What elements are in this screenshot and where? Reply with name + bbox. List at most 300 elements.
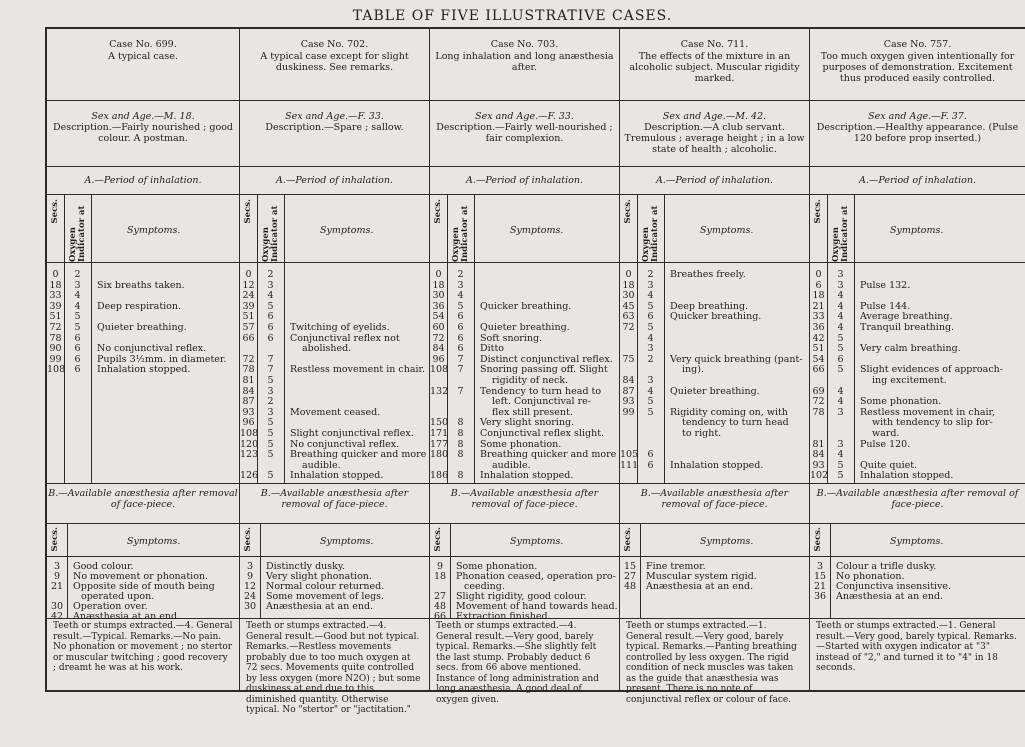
oxygen-value: 3 (647, 343, 654, 355)
case-header (430, 29, 619, 101)
column-divider (450, 524, 451, 556)
oxygen-value: 4 (837, 311, 844, 323)
table-row (810, 280, 1025, 291)
symptom-text: abolished. (302, 343, 352, 355)
sex-age: Sex and Age.—F. 37. (868, 111, 967, 122)
period-b-rows (47, 557, 239, 622)
secs-value: 171 (430, 428, 449, 439)
oxygen-value: 8 (457, 470, 464, 482)
secs-value: 99 (622, 406, 635, 418)
oxygen-value: 7 (267, 353, 274, 365)
case-column (430, 29, 620, 705)
table-row (430, 354, 619, 365)
symptom-text: Pupils 3½mm. in diameter. (97, 353, 227, 365)
case-number: Case No. 699. (109, 39, 177, 50)
secs-value: 3 (53, 561, 61, 572)
table-row (240, 470, 429, 481)
table-row (810, 439, 1025, 450)
secs-value: 84 (812, 449, 825, 461)
oxygen-value: 2 (267, 269, 274, 280)
symptom-text: Anæsthesia at an end. (266, 601, 374, 612)
case-remarks: Teeth or stumps extracted.—4. General result.—Very good, barely typical. Remarks.—She slightly felt the last stump. Probably deduct 6 secs. from 66 above mentioned. Instance of long administration and long anæsthesia. A good deal of oxygen given. (436, 621, 599, 705)
case-summary: A typical case except for slight duskiness. See remarks. (260, 51, 409, 73)
secs-value: 18 (812, 290, 825, 302)
table-row (620, 460, 809, 471)
table-row (240, 333, 429, 344)
table-row (810, 375, 1025, 386)
symptom-text: Conjunctival reflex not (290, 332, 400, 344)
column-divider (830, 524, 831, 556)
oxygen-value: 6 (647, 449, 654, 461)
table-row (240, 396, 429, 407)
case-number: Case No. 702. (300, 39, 369, 50)
symptoms-label: Symptoms. (320, 536, 374, 547)
symptom-text: Restless movement in chair. (290, 364, 426, 376)
secs-value: 21 (50, 581, 64, 592)
case-header (810, 29, 1025, 101)
secs-label: Secs. (623, 527, 633, 552)
oxygen-value: 6 (837, 353, 844, 365)
oxygen-value: 8 (457, 428, 464, 439)
secs-label: Secs. (50, 199, 60, 224)
table-row (430, 470, 619, 481)
secs-value: 39 (49, 300, 62, 312)
symptom-text: Inhalation stopped. (290, 470, 384, 482)
oxygen-value: 5 (647, 396, 654, 408)
symptom-text: Conjunctiva insensitive. (836, 581, 952, 592)
oxygen-value: 3 (837, 269, 844, 280)
secs-value: 21 (813, 581, 827, 592)
secs-value: 84 (242, 385, 255, 397)
secs-value: 69 (812, 385, 825, 397)
secs-value: 72 (49, 322, 62, 333)
case-remarks: Teeth or stumps extracted.—1. General result.—Very good, barely typical. Remarks.—Panting breathing controlled by less oxygen. The rigid condition of neck muscles was taken as the guide that anæsthesia was present. There is no note of conjunctival reflex or colour of face. (626, 621, 797, 705)
secs-value: 111 (620, 459, 639, 471)
oxygen-value: 4 (837, 449, 844, 461)
oxygen-value: 6 (74, 343, 81, 355)
oxygen-value: 5 (647, 300, 654, 312)
case-remarks: Teeth or stumps extracted.—1. General result.—Very good, barely typical. Remarks.—Started with oxygen indicator at "3" instead of "2," and turned it to "4" in 18 seconds. (816, 621, 1017, 673)
secs-value: 3 (816, 561, 824, 572)
oxygen-value: 4 (457, 290, 464, 302)
period-a-columns (810, 195, 1025, 263)
oxygen-value: 2 (267, 396, 274, 408)
table-row (620, 354, 809, 365)
table-row (810, 470, 1025, 481)
oxygen-value: 4 (837, 300, 844, 312)
table-row (430, 311, 619, 322)
secs-value: 93 (622, 396, 635, 408)
symptom-text: ing excitement. (872, 375, 947, 386)
table-row (430, 301, 619, 312)
secs-value: 21 (812, 300, 825, 312)
secs-value: 102 (810, 470, 829, 482)
symptom-text: No conjunctival reflex. (290, 438, 400, 450)
case-header (620, 29, 809, 101)
page-title: TABLE OF FIVE ILLUSTRATIVE CASES. (352, 8, 673, 24)
table-row (620, 449, 809, 460)
secs-value: 18 (622, 279, 635, 291)
symptom-text: Inhalation stopped. (480, 470, 574, 482)
symptoms-label: Symptoms. (890, 536, 944, 547)
symptom-text: ward. (872, 428, 900, 439)
oxygen-label: Oxygen Indicator at (261, 205, 280, 262)
column-divider (640, 524, 641, 556)
oxygen-value: 5 (267, 470, 274, 482)
secs-value: 72 (622, 322, 635, 333)
table-row (810, 290, 1025, 301)
oxygen-value: 5 (647, 406, 654, 418)
symptom-text: ing). (682, 364, 704, 376)
secs-value: 0 (815, 269, 822, 280)
symptoms-label: Symptoms. (127, 225, 181, 236)
symptom-text: Slight rigidity, good colour. (456, 591, 587, 602)
table-row (47, 290, 239, 301)
table-row (810, 460, 1025, 471)
period-b-label: B.—Available anæsthesia after removal of face-piece. (240, 484, 429, 524)
table-row (620, 269, 809, 280)
symptom-text: Movement of hand towards head. (456, 601, 618, 612)
table-row (240, 343, 429, 354)
symptoms-label: Symptoms. (510, 536, 564, 547)
oxygen-value: 3 (267, 385, 274, 397)
table-row (430, 396, 619, 407)
oxygen-value: 3 (837, 279, 844, 291)
symptom-text: rigidity of neck. (492, 375, 569, 386)
column-divider (64, 195, 65, 262)
table-row (620, 280, 809, 291)
secs-value: 66 (433, 611, 447, 622)
symptom-text: Average breathing. (860, 311, 953, 323)
sex-age: Sex and Age.—F. 33. (475, 111, 574, 122)
oxygen-value: 5 (647, 322, 654, 333)
secs-value: 66 (812, 364, 825, 376)
table-row (240, 417, 429, 428)
symptom-text: Rigidity coming on, with (670, 406, 788, 418)
table-row (620, 290, 809, 301)
symptom-text: audible. (302, 459, 341, 471)
symptom-text: Very slight phonation. (266, 571, 372, 582)
oxygen-value: 4 (647, 290, 654, 302)
secs-value: 51 (242, 311, 255, 323)
oxygen-value: 5 (74, 322, 81, 333)
oxygen-value: 6 (267, 332, 274, 344)
table-row (430, 290, 619, 301)
period-b-rows (430, 557, 619, 622)
symptoms-label: Symptoms. (890, 225, 944, 236)
table-row (810, 428, 1025, 439)
table-row (810, 591, 1025, 602)
case-column (47, 29, 240, 690)
case-description (620, 101, 809, 167)
symptom-text: Anæsthesia at an end. (646, 581, 754, 592)
symptoms-label: Symptoms. (127, 536, 181, 547)
symptom-text: Deep respiration. (97, 300, 182, 312)
symptom-text: Extraction finished. (456, 611, 551, 622)
case-header (47, 29, 239, 101)
table-row (240, 322, 429, 333)
case-number: Case No. 703. (490, 39, 559, 50)
oxygen-value: 3 (457, 279, 464, 291)
secs-value: 93 (242, 406, 255, 418)
symptom-text: with tendency to slip for- (872, 417, 993, 429)
table-row (810, 449, 1025, 460)
table-row (810, 322, 1025, 333)
secs-value: 87 (242, 396, 255, 408)
symptom-text: Pulse 120. (860, 438, 911, 450)
oxygen-value: 4 (837, 290, 844, 302)
case-summary: A typical case. (108, 51, 178, 62)
period-a-label: A.—Period of inhalation. (240, 167, 429, 195)
secs-value: 123 (240, 449, 259, 461)
symptom-text: Movement ceased. (290, 406, 381, 418)
table-row (430, 428, 619, 439)
table-row (810, 343, 1025, 354)
oxygen-value: 2 (457, 269, 464, 280)
secs-value: 24 (242, 290, 255, 302)
table-row (240, 439, 429, 450)
secs-value: 36 (813, 591, 827, 602)
secs-value: 0 (435, 269, 442, 280)
period-b-columns (47, 524, 239, 557)
secs-value: 150 (430, 417, 449, 429)
secs-value: 93 (812, 459, 825, 471)
table-row (430, 343, 619, 354)
symptom-text: left. Conjunctival re- (492, 396, 591, 408)
table-row (810, 269, 1025, 280)
symptom-text: Some phonation. (860, 396, 942, 408)
secs-value: 12 (243, 581, 257, 592)
secs-value: 9 (436, 561, 444, 572)
table-row (240, 354, 429, 365)
symptom-text: Conjunctival reflex slight. (480, 428, 605, 439)
oxygen-value: 3 (267, 279, 274, 291)
symptom-text: Opposite side of mouth being (73, 581, 215, 592)
table-row (620, 386, 809, 397)
case-remarks: Teeth or stumps extracted.—4. General result.—Typical. Remarks.—No pain. No phonation or movement ; no stertor or muscular twitching ; good recovery ; dreamt he was at his work. (53, 621, 233, 673)
oxygen-value: 6 (74, 332, 81, 344)
table-row (620, 417, 809, 428)
column-divider (827, 195, 828, 262)
oxygen-value: 5 (837, 364, 844, 376)
table-row (620, 396, 809, 407)
secs-value: 60 (432, 322, 445, 333)
table-row (430, 280, 619, 291)
period-a-columns (47, 195, 239, 263)
table-row (240, 311, 429, 322)
symptom-text: tendency to turn head (682, 417, 789, 429)
symptom-text: Some movement of legs. (266, 591, 385, 602)
table-row (240, 290, 429, 301)
oxygen-value: 4 (74, 290, 81, 302)
secs-value: 51 (812, 343, 825, 355)
secs-value: 84 (432, 343, 445, 355)
secs-label: Secs. (813, 199, 823, 224)
symptom-text: flex still present. (492, 406, 573, 418)
table-row (240, 407, 429, 418)
table-row (240, 269, 429, 280)
oxygen-value: 3 (837, 438, 844, 450)
oxygen-value: 5 (267, 417, 274, 429)
secs-value: 12 (242, 279, 255, 291)
column-divider (67, 524, 68, 556)
table-row (810, 407, 1025, 418)
symptom-text: Tranquil breathing. (860, 322, 955, 333)
case-remarks: Teeth or stumps extracted.—4. General result.—Good but not typical. Remarks.—Restless movements probably due to too much oxygen at 72 secs. Movements quite controlled by less oxygen (more N2O) ; but some duskiness at end due to this diminished quantity. Otherwise typical. No "stertor" or "jactitation." (246, 621, 421, 715)
secs-value: 15 (813, 571, 827, 582)
secs-value: 99 (49, 353, 62, 365)
secs-value: 45 (622, 300, 635, 312)
table-row (430, 364, 619, 375)
secs-value: 27 (623, 571, 637, 582)
symptom-text: Breathing quicker and more (290, 449, 427, 461)
oxygen-value: 2 (647, 353, 654, 365)
table-row (810, 364, 1025, 375)
table-row (430, 439, 619, 450)
symptom-text: operated upon. (81, 591, 155, 602)
secs-value: 180 (430, 449, 449, 461)
secs-value: 9 (246, 571, 254, 582)
symptom-text: Soft snoring. (480, 332, 543, 344)
table-row (47, 311, 239, 322)
oxygen-value: 4 (837, 385, 844, 397)
oxygen-value: 3 (647, 375, 654, 386)
table-row (810, 417, 1025, 428)
symptoms-label: Symptoms. (320, 225, 374, 236)
symptom-text: Slight evidences of approach- (860, 364, 1003, 376)
secs-value: 27 (433, 591, 447, 602)
symptoms-label: Symptoms. (700, 536, 754, 547)
secs-value: 18 (49, 279, 62, 291)
secs-label: Secs. (50, 527, 60, 552)
table-row (240, 601, 429, 612)
description: Description.—A club servant. Tremulous ; average height ; in a low state of health ; alcoholic. (624, 122, 805, 155)
case-description (240, 101, 429, 167)
secs-value: 33 (812, 311, 825, 323)
table-row (810, 333, 1025, 344)
period-a-rows (810, 263, 1025, 484)
column-divider (91, 195, 92, 262)
symptom-text: Quieter breathing. (97, 322, 187, 333)
secs-value: 3 (246, 561, 254, 572)
symptom-text: Tendency to turn head to (480, 385, 602, 397)
secs-value: 72 (812, 396, 825, 408)
symptom-text: Fine tremor. (646, 561, 706, 572)
secs-value: 30 (622, 290, 635, 302)
table-row (620, 301, 809, 312)
period-a-label: A.—Period of inhalation. (47, 167, 239, 195)
table-row (620, 322, 809, 333)
secs-value: 18 (432, 279, 445, 291)
secs-value: 63 (622, 311, 635, 323)
table-row (47, 333, 239, 344)
description: Description.—Spare ; sallow. (265, 122, 404, 133)
case-description (810, 101, 1025, 167)
symptoms-label: Symptoms. (700, 225, 754, 236)
symptom-text: Six breaths taken. (97, 279, 185, 291)
table-row (430, 322, 619, 333)
symptom-text: Very calm breathing. (860, 343, 961, 355)
secs-value: 177 (430, 438, 449, 450)
symptom-text: Quicker breathing. (480, 300, 572, 312)
period-a-rows (47, 263, 239, 484)
secs-value: 72 (242, 353, 255, 365)
table-row (620, 407, 809, 418)
table-row (810, 354, 1025, 365)
oxygen-value: 7 (457, 364, 464, 376)
column-divider (854, 195, 855, 262)
oxygen-value: 2 (74, 269, 81, 280)
table-row (620, 428, 809, 439)
table-row (240, 460, 429, 471)
symptom-text: Colour a trifle dusky. (836, 561, 937, 572)
secs-value: 96 (432, 353, 445, 365)
table-row (810, 301, 1025, 312)
symptom-text: Distinct conjunctival reflex. (480, 353, 613, 365)
secs-value: 126 (240, 470, 259, 482)
oxygen-value: 5 (267, 438, 274, 450)
secs-value: 186 (430, 470, 449, 482)
table-row (810, 396, 1025, 407)
secs-value: 18 (433, 571, 447, 582)
symptom-text: No movement or phonation. (73, 571, 209, 582)
column-divider (474, 195, 475, 262)
secs-value: 42 (812, 332, 825, 344)
symptom-text: No conjunctival reflex. (97, 343, 207, 355)
secs-value: 0 (52, 269, 59, 280)
period-b-rows (810, 557, 1025, 619)
table-row (620, 375, 809, 386)
description: Description.—Healthy appearance. (Pulse 120 before prop inserted.) (816, 122, 1019, 144)
column-divider (257, 195, 258, 262)
symptom-text: Breathing quicker and more (480, 449, 617, 461)
column-divider (284, 195, 285, 262)
secs-label: Secs. (623, 199, 633, 224)
symptom-text: Inhalation stopped. (97, 364, 191, 376)
secs-value: 24 (243, 591, 257, 602)
table-row (240, 375, 429, 386)
symptom-text: Some phonation. (480, 438, 562, 450)
secs-value: 42 (50, 611, 64, 622)
secs-value: 105 (620, 449, 639, 461)
table-row (47, 280, 239, 291)
period-b-label: B.—Available anæsthesia after removal of face-piece. (620, 484, 809, 524)
case-header (240, 29, 429, 101)
table-row (47, 322, 239, 333)
table-row (620, 439, 809, 450)
table-row (620, 581, 809, 592)
symptom-text: Muscular system rigid. (646, 571, 757, 582)
oxygen-value: 8 (457, 449, 464, 461)
secs-value: 78 (242, 364, 255, 376)
table-row (240, 449, 429, 460)
oxygen-value: 3 (647, 279, 654, 291)
table-row (47, 269, 239, 280)
symptoms-label: Symptoms. (510, 225, 564, 236)
symptom-text: Quicker breathing. (670, 311, 762, 323)
column-divider (637, 195, 638, 262)
oxygen-value: 6 (647, 311, 654, 323)
table-row (47, 354, 239, 365)
case-column (620, 29, 810, 705)
oxygen-value: 5 (837, 332, 844, 344)
secs-value: 108 (47, 364, 66, 376)
secs-value: 132 (430, 385, 449, 397)
secs-value: 90 (49, 343, 62, 355)
oxygen-value: 6 (647, 459, 654, 471)
period-a-columns (620, 195, 809, 263)
oxygen-value: 5 (267, 375, 274, 386)
